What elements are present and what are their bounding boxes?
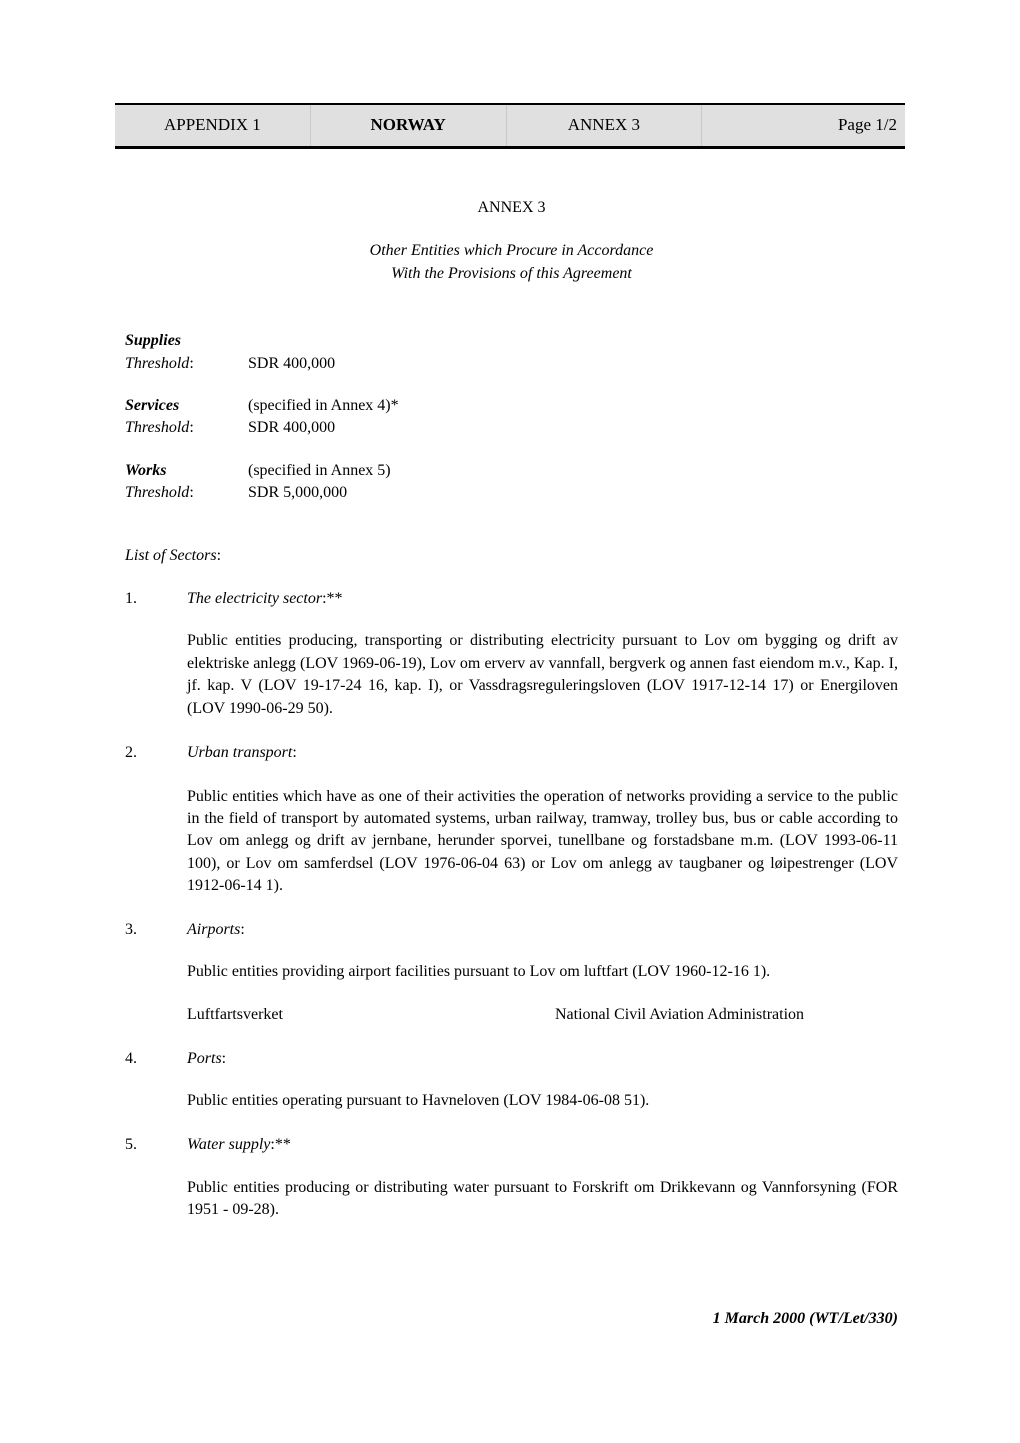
category-row [125, 460, 898, 482]
category-label: Services [125, 397, 180, 415]
subtitle-line-2: With the Provisions of this Agreement [391, 264, 632, 282]
sector-heading-electricity [125, 588, 898, 610]
sector-name: Urban transport: [187, 744, 297, 762]
list-of-sectors-heading: List of Sectors: [125, 546, 222, 564]
header-cell-country [310, 105, 506, 146]
appendix-label: APPENDIX 1 [163, 115, 261, 135]
sector-name: Airports: [187, 920, 245, 938]
sector-number: 4. [125, 1049, 137, 1067]
country-label: NORWAY [370, 115, 446, 135]
document-body [125, 149, 898, 1330]
header-cell-annex [506, 105, 702, 146]
annex-label: ANNEX 3 [567, 115, 640, 135]
sector-description: Public entities producing, transporting or distributing electricity pursuant to Lov om bygging og drift av elektriske anlegg (LOV 1969-06-19), Lov om erverv av vannfall, bergverk og annen fast eiendom m.v., Kap. I, jf. kap. V (LOV 19-17-24 16, kap. I), or Vassdragsreguleringsloven (LOV 1917-12-14 17) or Energiloven (LOV 1990-06-29 50). [187, 632, 898, 717]
category-note: (specified in Annex 5) [248, 461, 391, 479]
threshold-group-services [125, 395, 898, 440]
header-cell-appendix [115, 105, 310, 146]
sector-description: Public entities operating pursuant to Havneloven (LOV 1984-06-08 51). [187, 1092, 650, 1110]
page-header-table [115, 103, 905, 149]
sector-number: 3. [125, 920, 137, 938]
category-label: Works [125, 461, 167, 479]
sector-name: Water supply:** [187, 1135, 291, 1153]
sector-heading-water-supply [125, 1134, 898, 1156]
sector-description: Public entities which have as one of their activities the operation of networks providing a service to the public in the field of transport by automated systems, urban railway, tramway, trolley bus, bus or cable according to Lov om anlegg og drift av jernbane, herunder sporvei, tunellbane og forstadsbane m.m. (LOV 1993-06-11 100), or Lov om samferdsel (LOV 1976-06-04 63) or Lov om anlegg av taugbaner og løipestrenger (LOV 1912-06-14 1). [187, 787, 898, 895]
sector-description: Public entities providing airport facilities pursuant to Lov om luftfart (LOV 1960-12-16 1). [187, 962, 771, 980]
threshold-value: SDR 5,000,000 [248, 484, 348, 502]
entity-row [187, 1004, 898, 1026]
sector-name: The electricity sector:** [187, 590, 343, 608]
entity-name: Luftfartsverket [187, 1006, 283, 1024]
threshold-label: Threshold: [125, 354, 194, 372]
category-note: (specified in Annex 4)* [248, 397, 399, 415]
threshold-label: Threshold: [125, 419, 194, 437]
sector-heading-ports [125, 1048, 898, 1070]
entity-translation: National Civil Aviation Administration [555, 1006, 805, 1024]
page-title: ANNEX 3 [477, 199, 546, 216]
threshold-row [125, 353, 898, 375]
threshold-value: SDR 400,000 [248, 354, 336, 372]
category-row [125, 330, 898, 352]
sector-number: 1. [125, 590, 137, 608]
header-cell-page [701, 105, 905, 146]
threshold-group-works [125, 460, 898, 505]
threshold-label: Threshold: [125, 484, 194, 502]
threshold-group-supplies [125, 330, 898, 375]
threshold-row [125, 417, 898, 439]
subtitle-line-1: Other Entities which Procure in Accordance [369, 242, 654, 260]
footer-date-reference: 1 March 2000 (WT/Let/330) [712, 1309, 898, 1327]
sector-number: 5. [125, 1135, 137, 1153]
threshold-row [125, 482, 898, 504]
threshold-value: SDR 400,000 [248, 419, 336, 437]
document-subtitle [125, 240, 898, 285]
sector-description: Public entities producing or distributing water pursuant to Forskrift om Drikkevann og Vannforsyning (FOR 1951 - 09-28). [187, 1178, 898, 1219]
sector-heading-airports [125, 919, 898, 941]
category-label: Supplies [125, 332, 182, 350]
page-number-label: Page 1/2 [837, 115, 897, 135]
category-row [125, 395, 898, 417]
sector-heading-urban-transport [125, 742, 898, 764]
sector-name: Ports: [187, 1049, 227, 1067]
sector-number: 2. [125, 744, 137, 762]
